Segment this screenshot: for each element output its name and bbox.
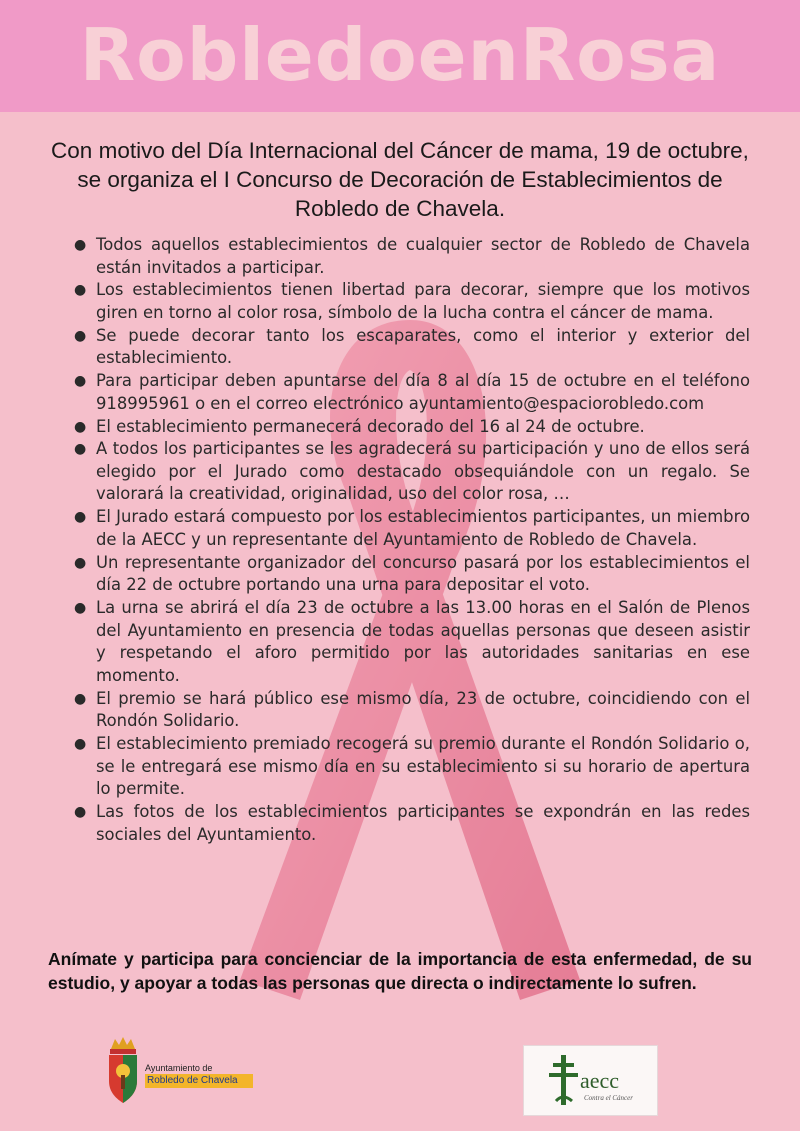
list-item [70,506,750,551]
closing-text: Anímate y participa para concienciar de la importancia de esta enfermedad, de su estudio, y apoyar a todas las personas que directa o indirectamente lo sufren. [48,949,752,993]
town-logo-line2: Robledo de Chavela [145,1074,253,1088]
list-item-text: La urna se abrirá el día 23 de octubre a las 13.00 horas en el Salón de Plenos del Ayuntamiento en presencia de todas aquellas personas que deseen asistir y respetando el aforo permitido por las autoridades sanitarias en ese momento. [96,598,750,685]
bullet-icon: ● [74,735,87,752]
bullet-icon: ● [74,282,87,299]
bullet-icon: ● [74,418,87,435]
list-item [70,234,750,279]
list-item-text: El establecimiento permanecerá decorado del 16 al 24 de octubre. [96,416,645,436]
list-item-text: El Jurado estará compuesto por los establecimientos participantes, un miembro de la AECC y un representante del Ayuntamiento de Robledo de Chavela. [96,507,750,549]
bullet-icon: ● [74,600,87,616]
bullet-icon: ● [74,327,87,344]
list-item [70,279,750,324]
intro-text: Con motivo del Día Internacional del Cáncer de mama, 19 de octubre, se organiza el I Concurso de Decoración de Establecimientos de Robledo de Chavela. [51,138,749,221]
list-item-text: Los establecimientos tienen libertad para decorar, siempre que los motivos giren en torno al color rosa, símbolo de la lucha contra el cáncer de mama. [96,280,750,322]
aecc-name: aecc [580,1068,620,1093]
aecc-logo [523,1045,658,1116]
lorraine-cross-icon [544,1053,584,1109]
aecc-tagline: Contra el Cáncer [584,1094,633,1102]
list-item [70,733,750,801]
bullet-icon: ● [74,373,87,390]
bullet-icon: ● [74,509,87,526]
bullet-icon: ● [74,554,87,571]
list-item [70,438,750,506]
rules-list [70,234,750,846]
list-item-text: El establecimiento premiado recogerá su premio durante el Rondón Solidario o, se le entregará ese mismo día en su establecimiento si su horario de apertura lo permite. [96,733,750,799]
bullet-icon: ● [74,237,87,253]
list-item-text: Las fotos de los establecimientos participantes se expondrán en las redes sociales del Ayuntamiento. [96,801,750,844]
list-item-text: Un representante organizador del concurso pasará por los establecimientos el día 22 de octubre portando una urna para depositar el voto. [96,552,750,595]
list-item [70,552,750,597]
list-item-text: A todos los participantes se les agradecerá su participación y uno de ellos será elegido por el Jurado como destacado obsequiándole con un regalo. Se valorará la creatividad, originalidad, uso del color rosa, … [96,439,750,504]
list-item [70,325,750,370]
list-item [70,688,750,733]
town-hall-logo [105,1037,265,1107]
bullet-icon: ● [74,690,87,707]
list-item-text: Todos aquellos establecimientos de cualquier sector de Robledo de Chavela están invitados a participar. [96,235,750,277]
brand-title: RobledoenRosa [79,13,721,97]
bullet-icon: ● [74,441,87,458]
town-logo-line1: Ayuntamiento de [145,1063,213,1073]
list-item [70,370,750,415]
coat-of-arms-icon [105,1037,141,1107]
list-item-text: Para participar deben apuntarse del día 8 al día 15 de octubre en el teléfono 918995961 o en el correo electrónico ayuntamiento@espaciorobledo.com [96,371,750,413]
list-item-text: Se puede decorar tanto los escaparates, como el interior y exterior del establecimiento. [96,325,750,368]
list-item [70,801,750,846]
list-item [70,597,750,687]
list-item-text: El premio se hará público ese mismo día, 23 de octubre, coincidiendo con el Rondón Solidario. [96,688,750,731]
list-item [70,416,750,439]
bullet-icon: ● [74,803,87,820]
